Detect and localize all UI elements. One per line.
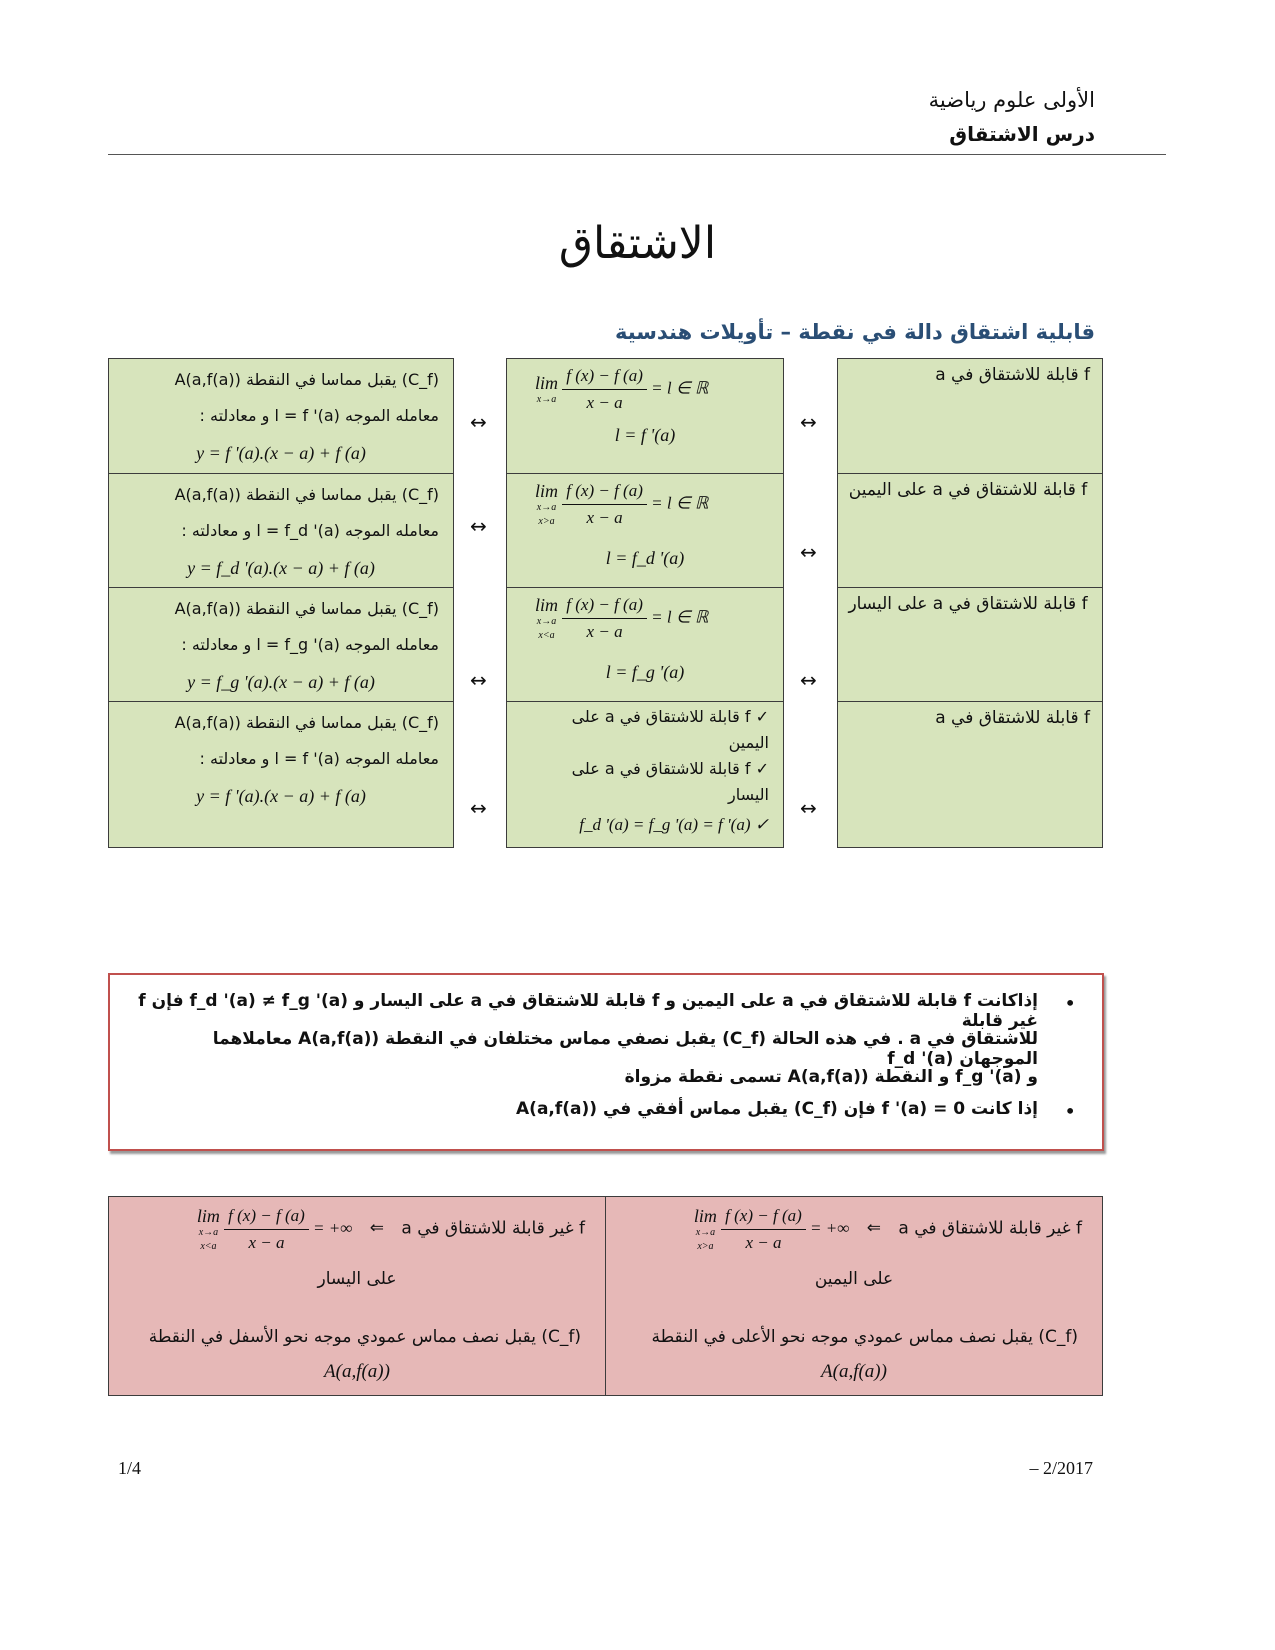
note-box: [108, 973, 1104, 1151]
def-text: f قابلة للاشتقاق في a: [935, 708, 1090, 728]
condition-equal: ✓ f_d '(a) = f_g '(a) = f '(a): [579, 815, 769, 834]
limit-cell-1: [506, 358, 784, 474]
def-cell-1: [837, 358, 1103, 474]
tangent-point: A(a,f(a)): [324, 1361, 390, 1382]
tangent-equation: y = f_g '(a).(x − a) + f (a): [187, 672, 375, 692]
note-1-line-3: و f_g '(a) و النقطة A(a,f(a)) تسمى نقطة مزواة: [624, 1067, 1038, 1087]
header-lesson: درس الاشتقاق: [949, 122, 1095, 146]
section-heading: قابلية اشتقاق دالة في نقطة – تأويلات هندسية: [614, 320, 1095, 344]
tangent-equation: y = f '(a).(x − a) + f (a): [196, 443, 366, 463]
def-cell-2: [837, 473, 1103, 588]
tangent-text: (C_f) يقبل مماسا في النقطة A(a,f(a)): [174, 370, 439, 389]
def-text: f قابلة للاشتقاق في a على اليمين: [848, 480, 1088, 500]
slope-text: معامله الموجه l = f_d '(a) و معادلته :: [181, 521, 439, 540]
equivalence-arrow: ↔: [800, 540, 817, 564]
conditions-cell: [506, 701, 784, 848]
l-value: l = f '(a): [614, 425, 676, 445]
page-title: الاشتقاق: [558, 218, 717, 269]
vertical-tangent-left-expr: f غير قابلة للاشتقاق في a ⇐ lim x→a x<a $\frac{f (x) - f (a)}{x - a}$ = +∞: [117, 1203, 585, 1256]
tangent-equation: y = f '(a).(x − a) + f (a): [196, 786, 366, 806]
limit-cell-3: [506, 587, 784, 702]
tangent-cell-2: [108, 473, 454, 588]
tangent-cell-3: [108, 587, 454, 702]
limit-cell-2: [506, 473, 784, 588]
slope-text: معامله الموجه l = f '(a) و معادلته :: [199, 406, 439, 425]
tangent-equation: y = f_d '(a).(x − a) + f (a): [187, 558, 375, 578]
equivalence-arrow: ↔: [800, 668, 817, 692]
note-2-line-1: إذا كانت f '(a) = 0 فإن (C_f) يقبل مماس أفقي في A(a,f(a)): [516, 1099, 1038, 1119]
slope-text: معامله الموجه l = f_g '(a) و معادلته :: [181, 635, 439, 654]
equivalence-arrow: ↔: [800, 410, 817, 434]
limit-expression: lim x→a $\frac{f (x) - f (a)}{x - a}$ = l ∈ ℝ: [535, 363, 708, 416]
tangent-text: (C_f) يقبل مماسا في النقطة A(a,f(a)): [174, 713, 439, 732]
vertical-tangent-text: (C_f) يقبل نصف مماس عمودي موجه نحو الأعلى في النقطة: [651, 1327, 1078, 1347]
tangent-cell-4: [108, 701, 454, 848]
tangent-text: (C_f) يقبل مماسا في النقطة A(a,f(a)): [174, 599, 439, 618]
tangent-cell-1: [108, 358, 454, 474]
vertical-tangent-right-cell: [605, 1196, 1103, 1396]
slope-text: معامله الموجه l = f '(a) و معادلته :: [199, 749, 439, 768]
bullet-icon: •: [1064, 991, 1076, 1015]
page-number: 1/4: [118, 1458, 142, 1478]
note-1-line-2: للاشتقاق في a . في هذه الحالة (C_f) يقبل نصفي مماس مختلفان في النقطة A(a,f(a)) معاملاهما الموجهان f_d '(a): [212, 1029, 1038, 1069]
header-level: الأولى علوم رياضية: [928, 88, 1095, 112]
limit-expression: lim x→a x<a $\frac{f (x) - f (a)}{x - a}$ = l ∈ ℝ: [535, 592, 708, 645]
side-label: على اليسار: [317, 1269, 397, 1289]
def-text: f قابلة للاشتقاق في a: [935, 365, 1090, 385]
def-text: f قابلة للاشتقاق في a على اليسار: [848, 594, 1088, 614]
equivalence-arrow: ↔: [470, 410, 487, 434]
equivalence-arrow: ↔: [470, 514, 487, 538]
equivalence-arrow: ↔: [800, 796, 817, 820]
vertical-tangent-left-cell: [108, 1196, 606, 1396]
def-cell-4: [837, 701, 1103, 848]
condition-right: ✓ f قابلة للاشتقاق في a على اليمين: [571, 707, 769, 752]
header-divider: [108, 154, 1166, 155]
condition-left: ✓ f قابلة للاشتقاق في a على اليسار: [571, 759, 769, 804]
tangent-text: (C_f) يقبل مماسا في النقطة A(a,f(a)): [174, 485, 439, 504]
l-value: l = f_d '(a): [605, 548, 685, 568]
equivalence-arrow: ↔: [470, 796, 487, 820]
vertical-tangent-right-expr: f غير قابلة للاشتقاق في a ⇐ lim x→a x>a $\frac{f (x) - f (a)}{x - a}$ = +∞: [614, 1203, 1082, 1256]
bullet-icon: •: [1064, 1099, 1076, 1123]
equivalence-arrow: ↔: [470, 668, 487, 692]
def-cell-3: [837, 587, 1103, 702]
tangent-point: A(a,f(a)): [821, 1361, 887, 1382]
side-label: على اليمين: [814, 1269, 894, 1289]
footer-year: – 2/2017: [1029, 1458, 1093, 1478]
l-value: l = f_g '(a): [605, 662, 685, 682]
limit-expression: lim x→a x>a $\frac{f (x) - f (a)}{x - a}$ = l ∈ ℝ: [535, 478, 708, 531]
vertical-tangent-text: (C_f) يقبل نصف مماس عمودي موجه نحو الأسفل في النقطة: [148, 1327, 581, 1347]
note-1-line-1: إذاكانت f قابلة للاشتقاق في a على اليمين و f قابلة للاشتقاق في a على اليسار و f_d '(a) ≠ f_g '(a) فإن f غير قابلة: [138, 991, 1038, 1031]
